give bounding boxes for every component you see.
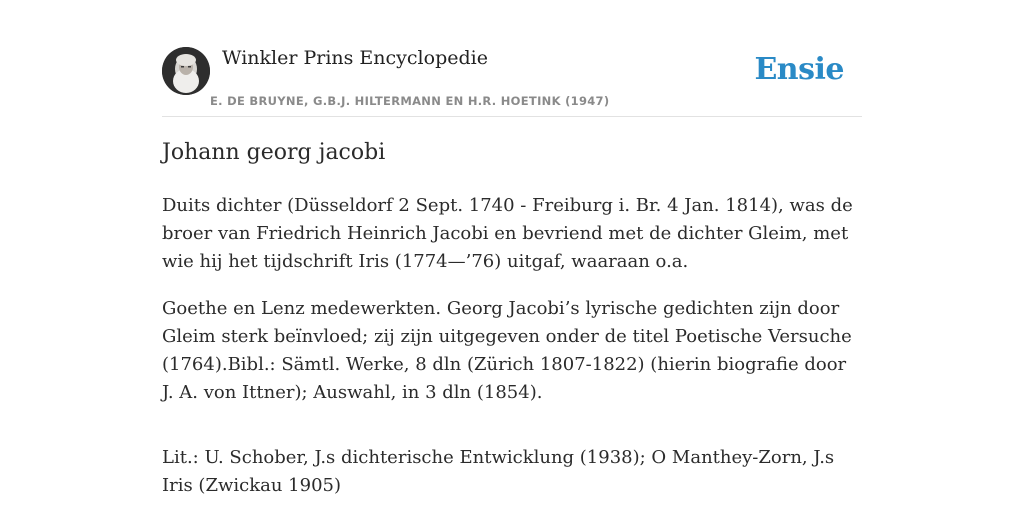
article-body [162, 192, 862, 519]
article-title: Johann georg jacobi [162, 140, 386, 165]
site-header [162, 44, 862, 117]
article-paragraph: Duits dichter (Düsseldorf 2 Sept. 1740 - Freiburg i. Br. 4 Jan. 1814), was de broer van Friedrich Heinrich Jacobi en bevriend met de dichter Gleim, met wie hij het tijdschrift Iris (1774—’76) uitgaf, waaraan o.a. [162, 195, 853, 272]
brand-logo[interactable]: Ensie [754, 52, 844, 87]
publication-authors: E. DE BRUYNE, G.B.J. HILTERMANN EN H.R. HOETINK (1947) [210, 94, 610, 108]
article-paragraph: Goethe en Lenz medewerkten. Georg Jacobi’s lyrische gedichten zijn door Gleim sterk beïnvloed; zij zijn uitgegeven onder de titel Poetische Versuche (1764).Bibl.: Sämtl. Werke, 8 dln (Zürich 1807-1822) (hierin biografie door J. A. von Ittner); Auswahl, in 3 dln (1854). [162, 298, 852, 403]
publication-title[interactable]: Winkler Prins Encyclopedie [222, 47, 488, 69]
literature-paragraph: Lit.: U. Schober, J.s dichterische Entwicklung (1938); O Manthey-Zorn, J.s Iris (Zwickau 1905) [162, 447, 835, 496]
author-portrait-icon[interactable] [162, 47, 210, 95]
